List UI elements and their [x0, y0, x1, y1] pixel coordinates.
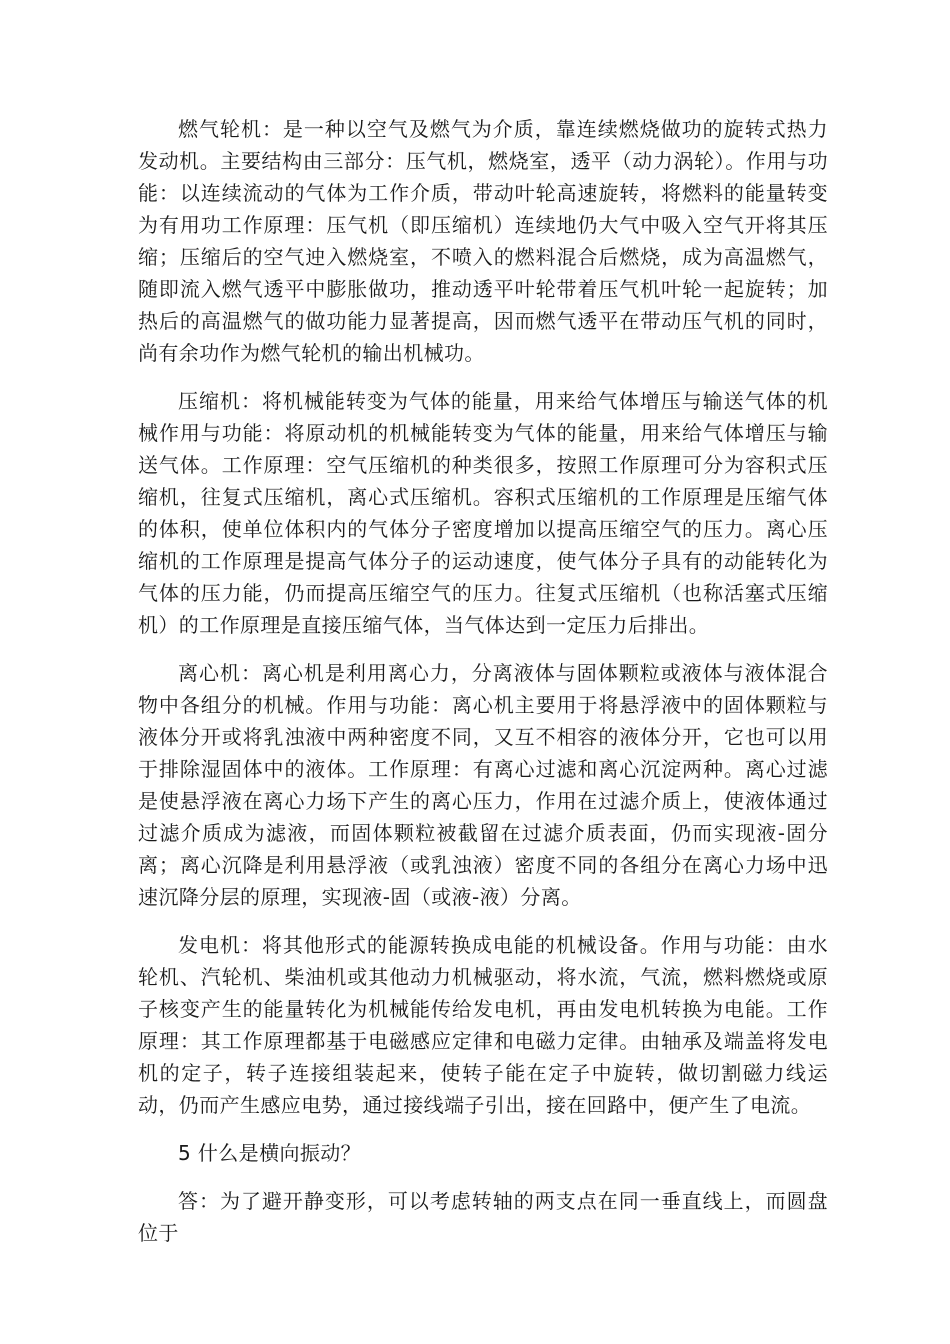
document-body: [138, 113, 828, 1249]
paragraph-centrifuge: 离心机：离心机是利用离心力，分离液体与固体颗粒或液体与液体混合物中各组分的机械。作用与功能：离心机主要用于将悬浮液中的固体颗粒与液体分开或将乳浊液中两种密度不同，又互不相容的液体分开，它也可以用于排除湿固体中的液体。工作原理：有离心过滤和离心沉淀两种。离心过滤是使悬浮液在离心力场下产生的离心压力，作用在过滤介质上，使液体通过过滤介质成为滤液，而固体颗粒被截留在过滤介质表面，仍而实现液-固分离；离心沉降是利用悬浮液（或乳浊液）密度不同的各组分在离心力场中迅速沉降分层的原理，实现液-固（或液-液）分离。: [138, 661, 828, 909]
paragraph-compressor: 压缩机：将机械能转变为气体的能量，用来给气体增压与输送气体的机械作用与功能：将原动机的机械能转变为气体的能量，用来给气体增压与输送气体。工作原理：空气压缩机的种类很多，按照工作原理可分为容积式压缩机，往复式压缩机，离心式压缩机。容积式压缩机的工作原理是压缩气体的体积，使单位体积内的气体分子密度增加以提高压缩空气的压力。离心压缩机的工作原理是提高气体分子的运动速度，使气体分子具有的动能转化为气体的压力能，仍而提高压缩空气的压力。往复式压缩机（也称活塞式压缩机）的工作原理是直接压缩气体，当气体达到一定压力后排出。: [138, 389, 828, 637]
question-heading: 5 什么是横向振动？: [178, 1141, 362, 1165]
paragraph-gas-turbine: 燃气轮机：是一种以空气及燃气为介质，靠连续燃烧做功的旋转式热力发动机。主要结构由三部分：压气机，燃烧室，透平（动力涡轮）。作用与功能：以连续流动的气体为工作介质，带动叶轮高速旋转，将燃料的能量转变为有用功工作原理：压气机（即压缩机）连续地仍大气中吸入空气开将其压缩；压缩后的空气迚入燃烧室，不喷入的燃料混合后燃烧，成为高温燃气，随即流入燃气透平中膨胀做功，推动透平叶轮带着压气机叶轮一起旋转；加热后的高温燃气的做功能力显著提高，因而燃气透平在带动压气机的同时，尚有余功作为燃气轮机的输出机械功。: [138, 117, 828, 365]
paragraph-generator: 发电机：将其他形式的能源转换成电能的机械设备。作用与功能：由水轮机、汽轮机、柴油机或其他动力机械驱动，将水流，气流，燃料燃烧或原子核变产生的能量转化为机械能传给发电机，再由发电机转换为电能。工作原理：其工作原理都基于电磁感应定律和电磁力定律。由轴承及端盖将发电机的定子，转子连接组装起来，使转子能在定子中旋转，做切割磁力线运动，仍而产生感应电势，通过接线端子引出，接在回路中，便产生了电流。: [138, 933, 828, 1117]
answer-text: 答：为了避开静变形，可以考虑转轴的两支点在同一垂直线上，而圆盘位于: [138, 1189, 828, 1245]
